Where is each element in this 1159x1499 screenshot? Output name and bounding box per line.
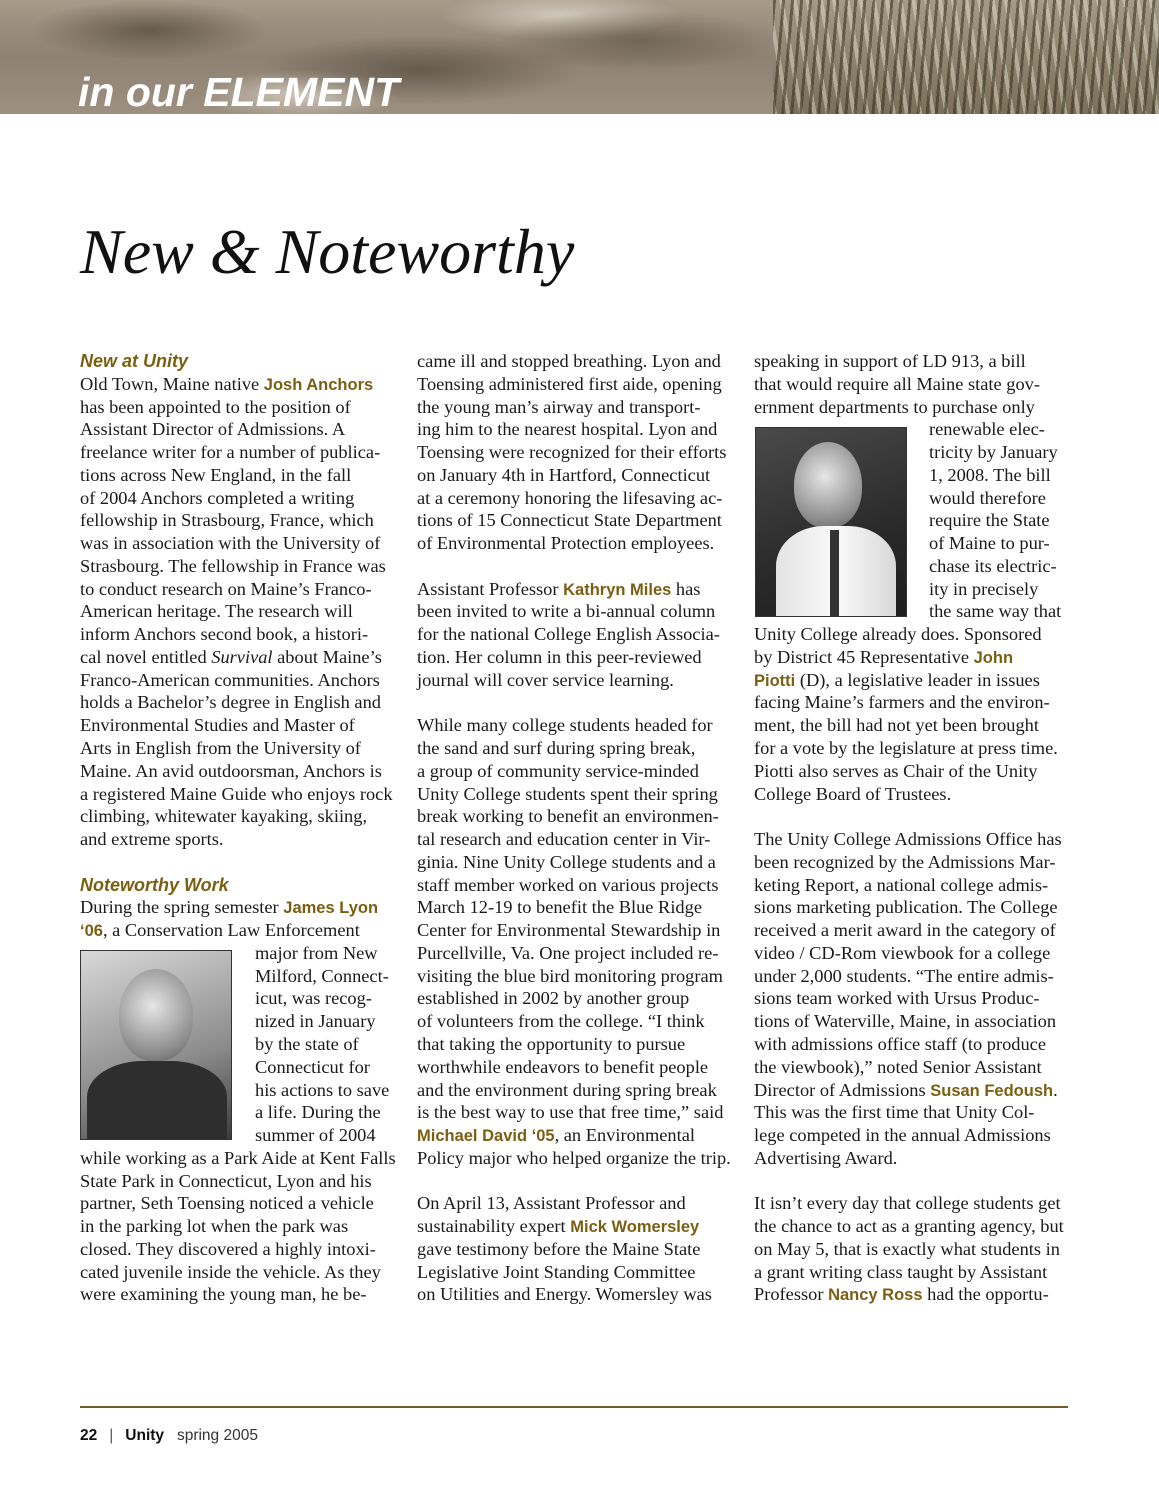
text-run: would therefore [929, 487, 1046, 508]
text-run: of volunteers from the college. “I think [417, 1011, 705, 1032]
text-line [80, 532, 410, 555]
text-run: to conduct research on Maine’s Franco- [80, 578, 372, 599]
text-line [417, 987, 747, 1010]
text-line [417, 965, 747, 988]
text-run: State Park in Connecticut, Lyon and his [80, 1170, 372, 1191]
text-line [80, 1192, 410, 1215]
text-line [417, 783, 747, 806]
text-run: sions team worked with Ursus Produc- [754, 988, 1040, 1009]
text-line [754, 691, 1084, 714]
text-line [754, 1261, 1084, 1284]
text-line [80, 714, 410, 737]
section-heading [80, 874, 410, 897]
text-run: with admissions office staff (to produce [754, 1033, 1046, 1054]
text-line [754, 942, 1084, 965]
text-line [754, 1124, 1084, 1147]
page-footer [80, 1427, 258, 1445]
text-run: Toensing administered first aide, opening [417, 373, 722, 394]
text-run: Franco-American communities. Anchors [80, 669, 380, 690]
text-run: Assistant Director of Admissions. A [80, 419, 346, 440]
photo-john-piotti [755, 427, 907, 617]
text-run: tions of 15 Connecticut State Department [417, 510, 722, 531]
text-line [80, 1283, 410, 1306]
text-run: ing him to the nearest hospital. Lyon and [417, 419, 718, 440]
text-line [80, 464, 410, 487]
text-line [417, 373, 747, 396]
text-line [417, 737, 747, 760]
text-line [754, 1192, 1084, 1215]
text-run: ernment departments to purchase only [754, 396, 1035, 417]
text-run: sions marketing publication. The College [754, 897, 1058, 918]
text-run: major from New [255, 942, 378, 963]
text-run: facing Maine’s farmers and the environ- [754, 692, 1050, 713]
text-line [80, 441, 410, 464]
text-line [417, 714, 747, 737]
text-line [80, 1215, 410, 1238]
text-line [417, 1101, 747, 1124]
text-line [417, 1238, 747, 1261]
person-name: ‘06 [80, 922, 103, 941]
text-run: by District 45 Representative [754, 646, 974, 667]
text-run: established in 2002 by another group [417, 988, 690, 1009]
text-line [754, 760, 1084, 783]
text-run: Maine. An avid outdoorsman, Anchors is [80, 760, 382, 781]
text-run: Professor [754, 1284, 829, 1305]
text-run: on May 5, that is exactly what students in [754, 1238, 1060, 1259]
text-run: for a vote by the legislature at press time. [754, 738, 1058, 759]
text-run: Connecticut for [255, 1056, 370, 1077]
text-line [80, 805, 410, 828]
text-line [417, 441, 747, 464]
heading-text: New at Unity [80, 351, 189, 371]
text-line [417, 464, 747, 487]
text-run: tion. Her column in this peer-reviewed [417, 646, 702, 667]
text-run: about Maine’s [272, 646, 382, 667]
text-run: has [671, 578, 701, 599]
text-run: sustainability expert [417, 1216, 571, 1237]
text-run: and extreme sports. [80, 829, 224, 850]
text-line [754, 1147, 1084, 1170]
text-line [754, 373, 1084, 396]
text-run: under 2,000 students. “The entire admis- [754, 965, 1054, 986]
text-run: been invited to write a bi-annual column [417, 601, 716, 622]
text-line [80, 600, 410, 623]
person-name: Nancy Ross [828, 1286, 923, 1305]
text-run: break working to benefit an environmen- [417, 806, 719, 827]
text-run: Legislative Joint Standing Committee [417, 1261, 696, 1282]
text-line [80, 669, 410, 692]
text-run: that would require all Maine state gov- [754, 373, 1040, 394]
text-run: , an Environmental [554, 1125, 696, 1146]
text-line [754, 396, 1084, 419]
text-line [80, 487, 410, 510]
text-line [80, 418, 410, 441]
text-run: lege competed in the annual Admissions [754, 1125, 1051, 1146]
person-name: Kathryn Miles [563, 580, 672, 599]
page-number: 22 [80, 1427, 98, 1444]
text-run: During the spring semester [80, 897, 284, 918]
text-line [754, 1238, 1084, 1261]
text-line [417, 487, 747, 510]
text-run: holds a Bachelor’s degree in English and [80, 692, 381, 713]
text-run: Purcellville, Va. One project included re- [417, 942, 719, 963]
text-line [417, 896, 747, 919]
text-run: On April 13, Assistant Professor and [417, 1193, 686, 1214]
text-line [417, 760, 747, 783]
text-line [754, 851, 1084, 874]
text-run: Milford, Connect- [255, 965, 389, 986]
text-run: summer of 2004 [255, 1125, 376, 1146]
text-run: partner, Seth Toensing noticed a vehicle [80, 1193, 374, 1214]
text-run: fellowship in Strasbourg, France, which [80, 510, 374, 531]
text-run: the same way that [929, 601, 1062, 622]
text-run: ginia. Nine Unity College students and a [417, 851, 716, 872]
text-line [754, 1010, 1084, 1033]
text-line [417, 600, 747, 623]
text-line [754, 646, 1084, 669]
text-run: The Unity College Admissions Office has [754, 829, 1062, 850]
text-run: . [1053, 1079, 1058, 1100]
text-line [80, 623, 410, 646]
heading-text: Noteworthy Work [80, 874, 229, 895]
text-line [80, 373, 410, 396]
text-run: was in association with the University of [80, 533, 381, 554]
article-column-1 [80, 350, 410, 1306]
text-line [417, 805, 747, 828]
person-name: James Lyon [283, 899, 379, 918]
text-line [754, 919, 1084, 942]
issue-date: spring 2005 [176, 1427, 258, 1444]
text-line [80, 646, 410, 669]
text-run: visiting the blue bird monitoring program [417, 965, 723, 986]
text-run: , a Conservation Law Enforcement [102, 920, 360, 941]
text-line [80, 1261, 410, 1284]
text-run: on Utilities and Energy. Womersley was [417, 1284, 712, 1305]
text-run: tricity by January [929, 442, 1058, 463]
text-run: renewable elec- [929, 419, 1045, 440]
text-run: require the State [929, 510, 1050, 531]
text-run: a life. During the [255, 1102, 381, 1123]
text-run: American heritage. The research will [80, 601, 353, 622]
page-title: New & Noteworthy [80, 216, 575, 287]
text-line [417, 1079, 747, 1102]
text-line [417, 851, 747, 874]
text-run: of Environmental Protection employees. [417, 533, 715, 554]
text-line [417, 828, 747, 851]
text-line [417, 1170, 747, 1193]
text-run: that taking the opportunity to pursue [417, 1033, 686, 1054]
person-name: Piotti [754, 671, 796, 690]
text-line [754, 965, 1084, 988]
text-run: Piotti also serves as Chair of the Unity [754, 760, 1038, 781]
text-run: inform Anchors second book, a histori- [80, 624, 369, 645]
text-run: Strasbourg. The fellowship in France was [80, 555, 386, 576]
text-run: at a ceremony honoring the lifesaving ac- [417, 487, 723, 508]
text-run: Policy major who helped organize the trip. [417, 1147, 731, 1168]
text-run: by the state of [255, 1033, 359, 1054]
footer-rule [80, 1406, 1068, 1408]
text-line [80, 691, 410, 714]
text-line [417, 578, 747, 601]
publication-name: Unity [125, 1427, 165, 1444]
text-run: March 12-19 to benefit the Blue Ridge [417, 897, 702, 918]
text-run: received a merit award in the category of [754, 920, 1056, 941]
text-run: speaking in support of LD 913, a bill [754, 351, 1026, 371]
text-run: tions across New England, in the fall [80, 464, 352, 485]
text-run: keting Report, a national college admis- [754, 874, 1049, 895]
text-line [417, 1283, 747, 1306]
text-line [417, 509, 747, 532]
text-line [754, 987, 1084, 1010]
text-line [80, 851, 410, 874]
text-line [417, 350, 747, 373]
text-run: chase its electric- [929, 555, 1057, 576]
text-run: his actions to save [255, 1079, 390, 1100]
text-line [417, 1033, 747, 1056]
text-run: had the opportu- [922, 1284, 1049, 1305]
text-run: and the environment during spring break [417, 1079, 717, 1100]
text-run: in the parking lot when the park was [80, 1216, 349, 1237]
text-line [417, 669, 747, 692]
text-line [417, 919, 747, 942]
text-line [80, 737, 410, 760]
text-run: the young man’s airway and transport- [417, 396, 701, 417]
text-line [417, 1010, 747, 1033]
text-line [417, 942, 747, 965]
text-run: the chance to act as a granting agency, but [754, 1216, 1064, 1237]
text-line [80, 919, 410, 942]
text-run: cated juvenile inside the vehicle. As they [80, 1261, 381, 1282]
text-run: journal will cover service learning. [417, 669, 674, 690]
text-run: ment, the bill had not yet been brought [754, 715, 1039, 736]
text-run: for the national College English Associa- [417, 624, 720, 645]
text-run: Toensing were recognized for their efforts [417, 442, 727, 463]
text-line [754, 623, 1084, 646]
text-line [417, 691, 747, 714]
person-name: Michael David ‘05 [417, 1127, 555, 1146]
text-line [80, 578, 410, 601]
text-run: the viewbook),” noted Senior Assistant [754, 1056, 1042, 1077]
text-line [80, 783, 410, 806]
text-run: worthwhile endeavors to benefit people [417, 1056, 709, 1077]
text-line [417, 532, 747, 555]
text-run: staff member worked on various projects [417, 874, 719, 895]
text-line [80, 828, 410, 851]
text-run: climbing, whitewater kayaking, skiing, [80, 806, 368, 827]
text-line [754, 896, 1084, 919]
text-run: closed. They discovered a highly intoxi- [80, 1238, 376, 1259]
text-run: While many college students headed for [417, 715, 713, 736]
text-run: tal research and education center in Vir- [417, 829, 711, 850]
text-line [417, 623, 747, 646]
article-column-2 [417, 350, 747, 1306]
text-line [754, 1215, 1084, 1238]
text-run: 1, 2008. The bill [929, 464, 1051, 485]
text-line [417, 874, 747, 897]
text-line [754, 350, 1084, 373]
text-run: the sand and surf during spring break, [417, 738, 696, 759]
book-title: Survival [211, 646, 273, 667]
text-line [80, 509, 410, 532]
text-line [754, 1170, 1084, 1193]
text-run: Unity College students spent their spring [417, 783, 718, 804]
text-line [754, 1283, 1084, 1306]
text-run: Arts in English from the University of [80, 738, 361, 759]
text-line [80, 1170, 410, 1193]
text-line [754, 737, 1084, 760]
text-line [80, 555, 410, 578]
text-run: Center for Environmental Stewardship in [417, 920, 721, 941]
text-run: while working as a Park Aide at Kent Falls [80, 1147, 396, 1168]
text-run: ity in precisely [929, 578, 1039, 599]
text-run: has been appointed to the position of [80, 396, 351, 417]
forest-photo [773, 0, 1159, 114]
text-run: of 2004 Anchors completed a writing [80, 487, 355, 508]
photo-james-lyon [80, 950, 232, 1140]
text-line [417, 1261, 747, 1284]
text-line [80, 1147, 410, 1170]
text-run: (D), a legislative leader in issues [795, 669, 1040, 690]
text-line [754, 828, 1084, 851]
text-line [417, 555, 747, 578]
header-banner [0, 0, 1159, 114]
text-run: College Board of Trustees. [754, 783, 952, 804]
person-name: John [973, 648, 1014, 667]
text-run: were examining the young man, he be- [80, 1284, 367, 1305]
text-run: on January 4th in Hartford, Connecticut [417, 464, 711, 485]
text-line [417, 1056, 747, 1079]
text-line [754, 1101, 1084, 1124]
text-run: video / CD-Rom viewbook for a college [754, 942, 1051, 963]
text-run: freelance writer for a number of publica- [80, 442, 381, 463]
text-run: cal novel entitled [80, 646, 212, 667]
text-line [80, 896, 410, 919]
text-run: nized in January [255, 1011, 376, 1032]
text-line [417, 1124, 747, 1147]
text-line [417, 1192, 747, 1215]
text-run: came ill and stopped breathing. Lyon and [417, 351, 721, 371]
section-title: in our ELEMENT [78, 69, 400, 114]
text-line [417, 1147, 747, 1170]
text-run: of Maine to pur- [929, 533, 1050, 554]
text-run: Unity College already does. Sponsored [754, 624, 1042, 645]
text-line [80, 396, 410, 419]
text-run: Advertising Award. [754, 1147, 898, 1168]
text-line [417, 646, 747, 669]
text-run: Director of Admissions [754, 1079, 931, 1100]
text-line [754, 1079, 1084, 1102]
text-run: This was the first time that Unity Col- [754, 1102, 1035, 1123]
text-run: It isn’t every day that college students get [754, 1193, 1061, 1214]
text-run: tions of Waterville, Maine, in association [754, 1011, 1057, 1032]
text-run: a grant writing class taught by Assistant [754, 1261, 1048, 1282]
text-line [754, 1033, 1084, 1056]
text-line [754, 669, 1084, 692]
text-run: a registered Maine Guide who enjoys rock [80, 783, 393, 804]
text-line [417, 1215, 747, 1238]
text-run: been recognized by the Admissions Mar- [754, 851, 1056, 872]
text-line [754, 1056, 1084, 1079]
text-run: gave testimony before the Maine State [417, 1238, 701, 1259]
section-heading [80, 350, 410, 373]
person-name: Mick Womersley [570, 1218, 700, 1237]
text-line [80, 1238, 410, 1261]
text-line [417, 418, 747, 441]
person-name: Josh Anchors [263, 375, 374, 394]
text-line [754, 805, 1084, 828]
text-run: icut, was recog- [255, 988, 372, 1009]
text-line [754, 714, 1084, 737]
text-line [417, 396, 747, 419]
text-run: Environmental Studies and Master of [80, 715, 355, 736]
text-line [80, 760, 410, 783]
text-line [754, 874, 1084, 897]
text-run: a group of community service-minded [417, 760, 699, 781]
text-line [754, 783, 1084, 806]
text-run: Old Town, Maine native [80, 373, 264, 394]
footer-separator: | [109, 1427, 114, 1444]
text-run: Assistant Professor [417, 578, 564, 599]
person-name: Susan Fedoush [930, 1081, 1054, 1100]
text-run: is the best way to use that free time,” said [417, 1102, 724, 1123]
